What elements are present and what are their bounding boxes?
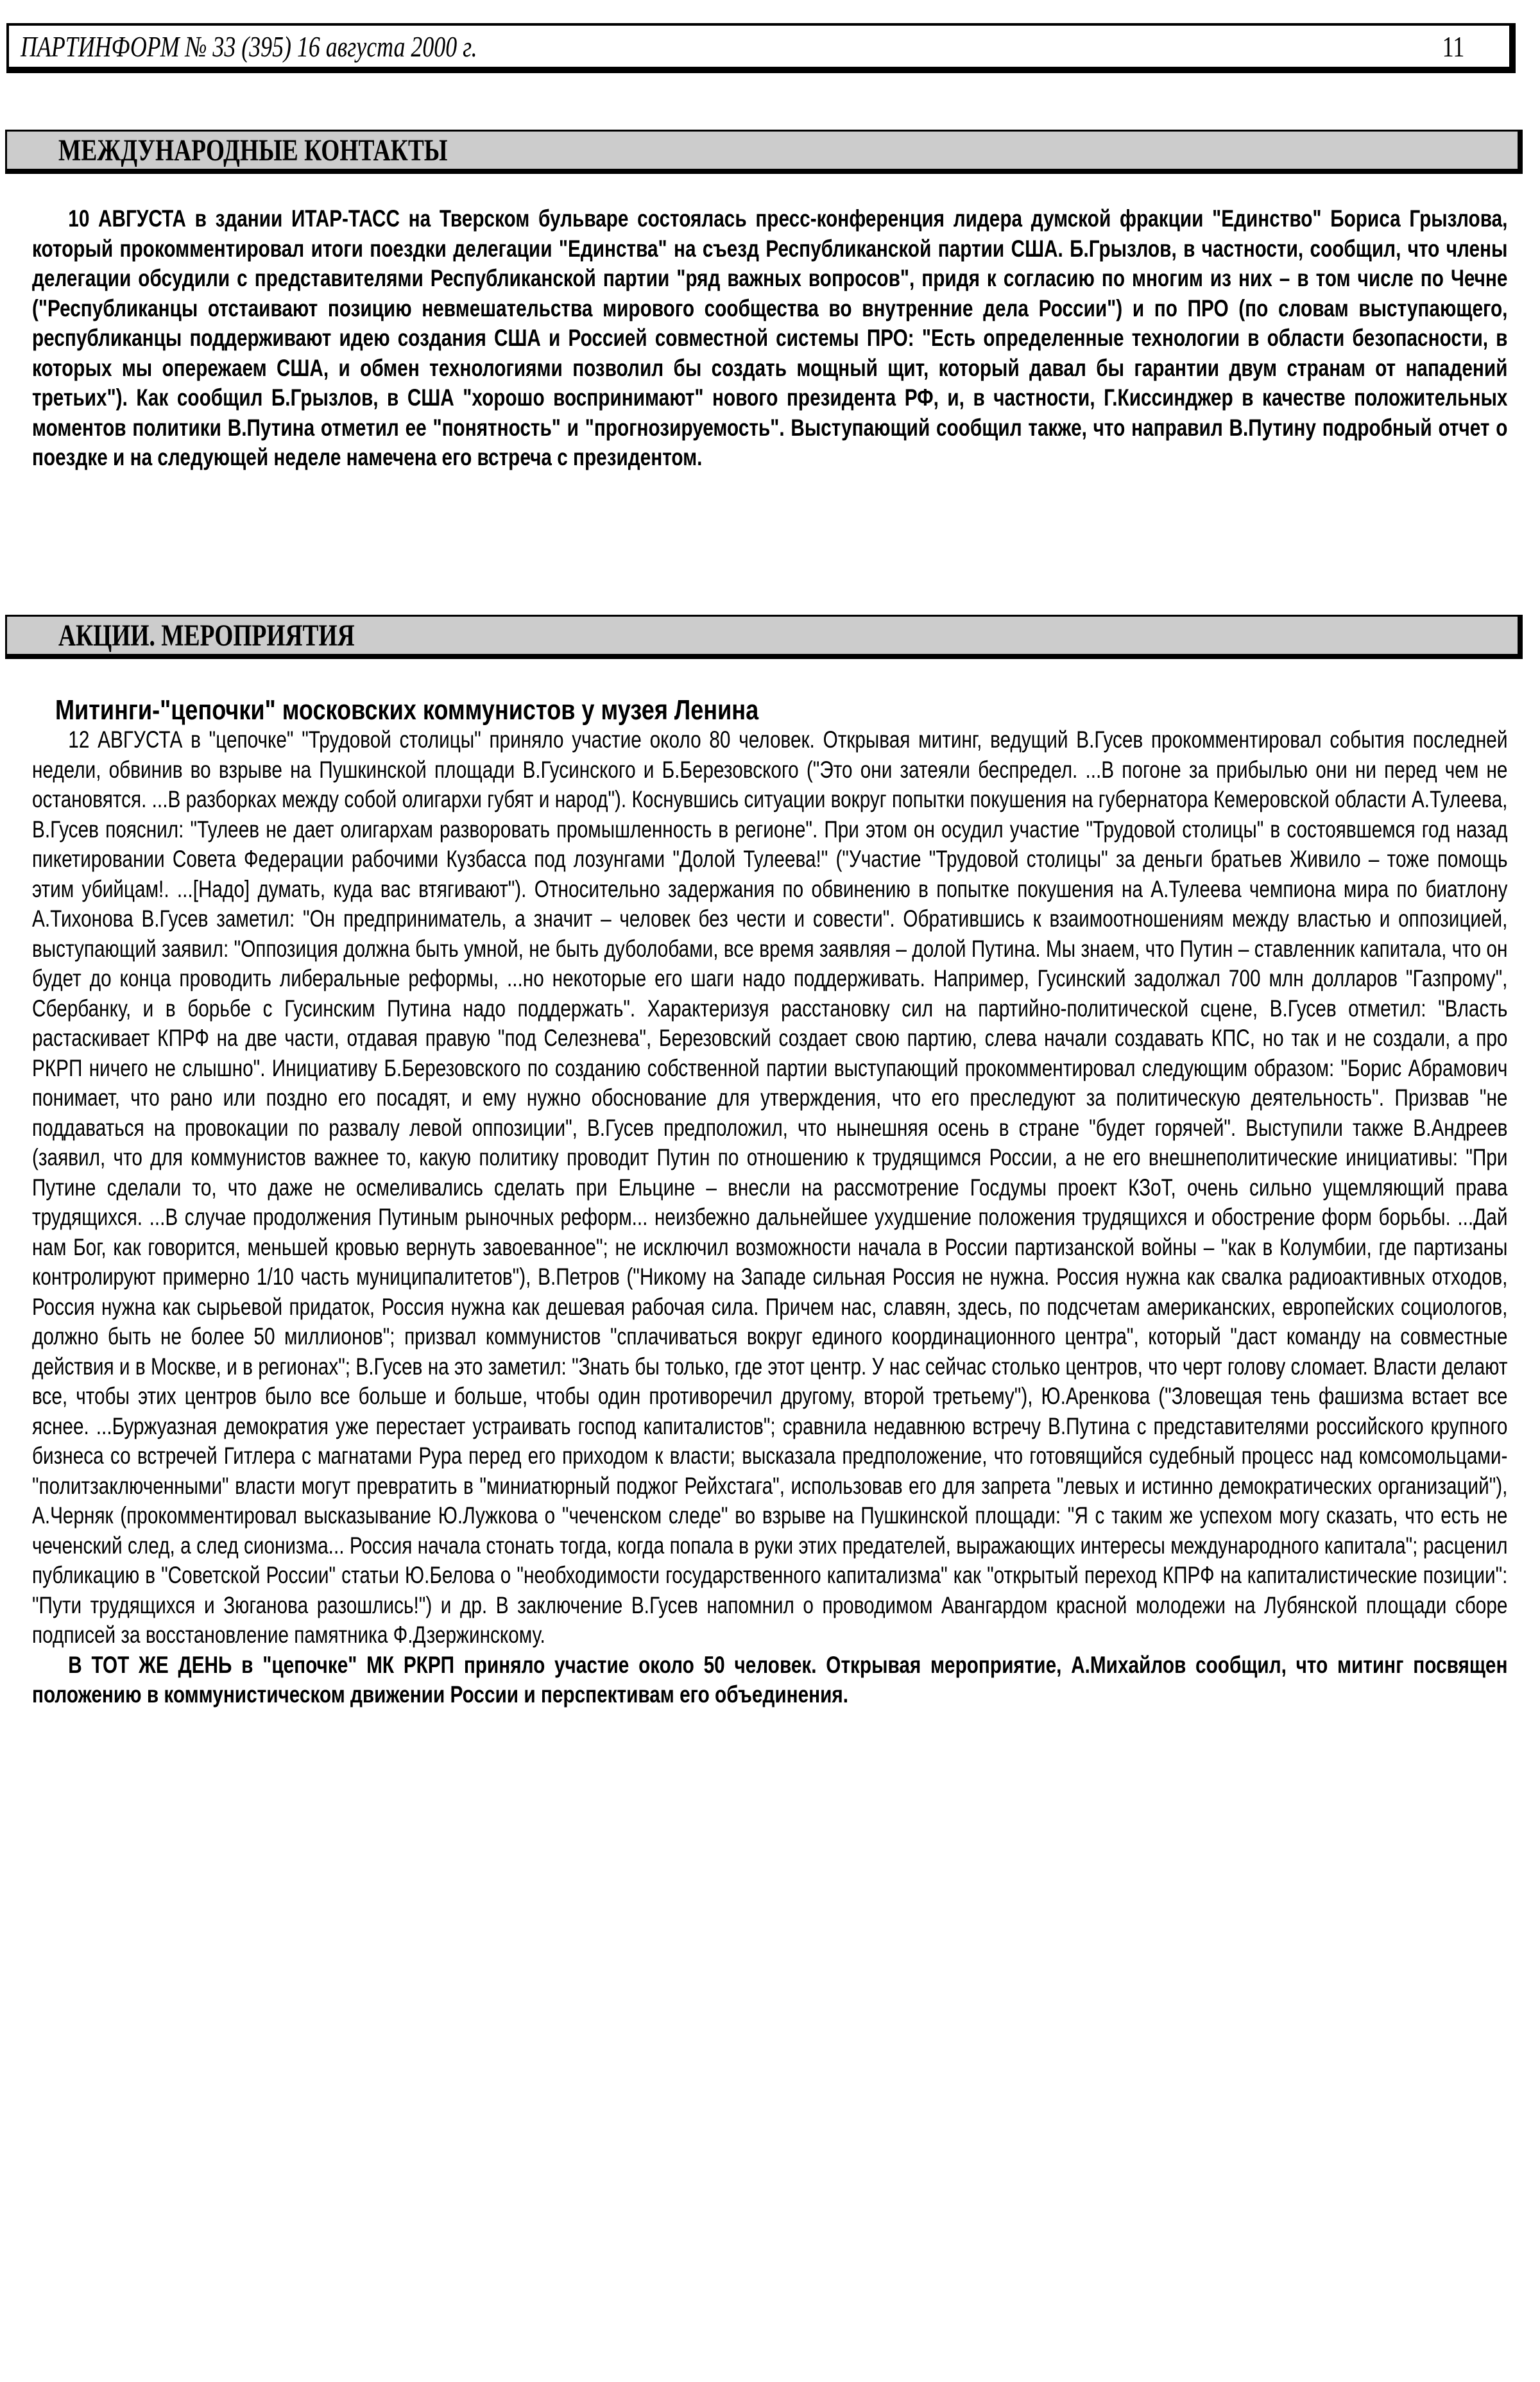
section-title: МЕЖДУНАРОДНЫЕ КОНТАКТЫ [58, 133, 448, 167]
article-body [32, 725, 1508, 1710]
section-header-actions-events [5, 615, 1523, 659]
article-title: Митинги-"цепочки" московских коммунистов у музея Ленина [55, 694, 759, 726]
publication-title: ПАРТИНФОРМ № 33 (395) 16 августа 2000 г. [21, 30, 477, 63]
paragraph: 12 АВГУСТА в "цепочке" "Трудовой столицы" приняло участие около 80 человек. Открывая митинг, ведущий В.Гусев прокомментировал события последней недели, обвинив во взрыве на Пушкинской площади В.Гусинского и Б.Березовского ("Это они затеяли беспредел. ...В погоне за прибылью они ни перед чем не остановятся. ...В разборках между собой олигархи губят и народ"). Коснувшись ситуации вокруг попытки покушения на губернатора Кемеровской области А.Тулеева, В.Гусев пояснил: "Тулеев не дает олигархам разворовать промышленность в регионе". При этом он осудил участие "Трудовой столицы" в состоявшемся год назад пикетировании Совета Федерации рабочими Кузбасса под лозунгами "Долой Тулеева!" ("Участие "Трудовой столицы" за деньги братьев Живило – тоже помощь этим убийцам!. ...[Надо] думать, куда вас втягивают"). Относительно задержания по обвинению в попытке покушения на А.Тулеева чемпиона мира по биатлону А.Тихонова В.Гусев заметил: "Он предприниматель, а значит – человек без чести и совести". Обратившись к взаимоотношениям между властью и оппозицией, выступающий заявил: "Оппозиция должна быть умной, не быть дуболобами, все время заявляя – долой Путина. Мы знаем, что Путин – ставленник капитала, что он будет до конца проводить либеральные реформы, ...но некоторые его шаги надо поддерживать. Например, Гусинский задолжал 700 млн долларов "Газпрому", Сбербанку, и в борьбе с Гусинским Путина надо поддержать". Характеризуя расстановку сил на партийно-политической сцене, В.Гусев отметил: "Власть растаскивает КПРФ на две части, отдавая правую "под Селезнева", Березовский создает свою партию, слева начали создавать КПС, но так и не создали, а про РКРП ничего не слышно". Инициативу Б.Березовского по созданию собственной партии выступающий прокомментировал следующим образом: "Борис Абрамович понимает, что рано или поздно его посадят, и ему нужно обоснование для утверждения, что его преследуют за политическую деятельность". Призвав "не поддаваться на провокации по развалу левой оппозиции", В.Гусев предположил, что нынешняя осень в стране "будет горячей". Выступили также В.Андреев (заявил, что для коммунистов важнее то, какую политику проводит Путин по отношению к трудящимся России, а не его внешнеполитические инициативы: "При Путине сделали то, что даже не осмеливались сделать при Ельцине – внесли на рассмотрение Госдумы проект КЗоТ, очень сильно ущемляющий права трудящихся. ...В случае продолжения Путиным рыночных реформ... неизбежно дальнейшее ухудшение положения трудящихся и обострение форм борьбы. ...Дай нам Бог, как говорится, меньшей кровью вернуть завоеванное"; не исключил возможности начала в России партизанской войны – "как в Колумбии, где партизаны контролируют примерно 1/10 часть муниципалитетов"), В.Петров ("Никому на Западе сильная Россия не нужна. Россия нужна как свалка радиоактивных отходов, Россия нужна как сырьевой придаток, Россия нужна как дешевая рабочая сила. Причем нас, славян, здесь, по подсчетам американских, европейских социологов, должно быть не более 50 миллионов"; призвал коммунистов "сплачиваться вокруг единого координационного центра", который "даст команду на совместные действия и в Москве, и в регионах"; В.Гусев на это заметил: "Знать бы только, где этот центр. У нас сейчас столько центров, что черт голову сломает. Власти делают все, чтобы этих центров было все больше и больше, чтобы один противоречил другому, второй третьему"), Ю.Аренкова ("Зловещая тень фашизма встает все яснее. ...Буржуазная демократия уже перестает устраивать господ капиталистов"; сравнила недавнюю встречу В.Путина с представителями российского крупного бизнеса со встречей Гитлера с магнатами Рура перед его приходом к власти; высказала предположение, что готовящийся судебный процесс над комсомольцами-"политзаключенными" власти могут превратить в "миниатюрный поджог Рейхстага", использовав его для запрета "левых и истинно демократических организаций"), А.Черняк (прокомментировал высказывание Ю.Лужкова о "чеченском следе" во взрыве на Пушкинской площади: "Я с таким же успехом могу сказать, что есть не чеченский след, а след сионизма... Россия начала стонать тогда, когда попала в руки этих предателей, выражающих интересы международного капитала"; расценил публикацию в "Советской России" статьи Ю.Белова о "необходимости государственного капитализма" как "открытый переход КПРФ на капиталистические позиции": "Пути трудящихся и Зюганова разошлись!") и др. В заключение В.Гусев напомнил о проводимом Авангардом красной молодежи на Лубянской площади сборе подписей за восстановление памятника Ф.Дзержинскому. [32, 726, 1508, 1648]
paragraph: 10 АВГУСТА в здании ИТАР-ТАСС на Тверском бульваре состоялась пресс-конференция лидера думской фракции "Единство" Бориса Грызлова, который прокомментировал итоги поездки делегации "Единства" на съезд Республиканской партии США. Б.Грызлов, в частности, сообщил, что члены делегации обсудили с представителями Республиканской партии "ряд важных вопросов", придя к согласию по многим из них – в том числе по Чечне ("Республиканцы отстаивают позицию невмешательства мирового сообщества во внутренние дела России") и по ПРО (по словам выступающего, республиканцы поддерживают идею создания США и Россией совместной системы ПРО: "Есть определенные технологии в области безопасности, в которых мы опережаем США, и обмен технологиями позволил бы создать мощный щит, который давал бы гарантии двум странам от нападений третьих"). Как сообщил Б.Грызлов, в США "хорошо воспринимают" нового президента РФ, и, в частности, Г.Киссинджер в качестве положительных моментов политики В.Путина отметил ее "понятность" и "прогнозируемость". Выступающий сообщил также, что направил В.Путину подробный отчет о поездке и на следующей неделе намечена его встреча с президентом. [32, 205, 1508, 470]
paragraph: В ТОТ ЖЕ ДЕНЬ в "цепочке" МК РКРП приняло участие около 50 человек. Открывая мероприятие, А.Михайлов сообщил, что митинг посвящен положению в коммунистическом движении России и перспективам его объединения. [32, 1651, 1508, 1708]
international-contacts-text [32, 204, 1508, 473]
section-header-international-contacts [5, 130, 1523, 174]
page-header [6, 23, 1516, 73]
section-title: АКЦИИ. МЕРОПРИЯТИЯ [58, 619, 355, 653]
page-number: 11 [1442, 30, 1464, 63]
